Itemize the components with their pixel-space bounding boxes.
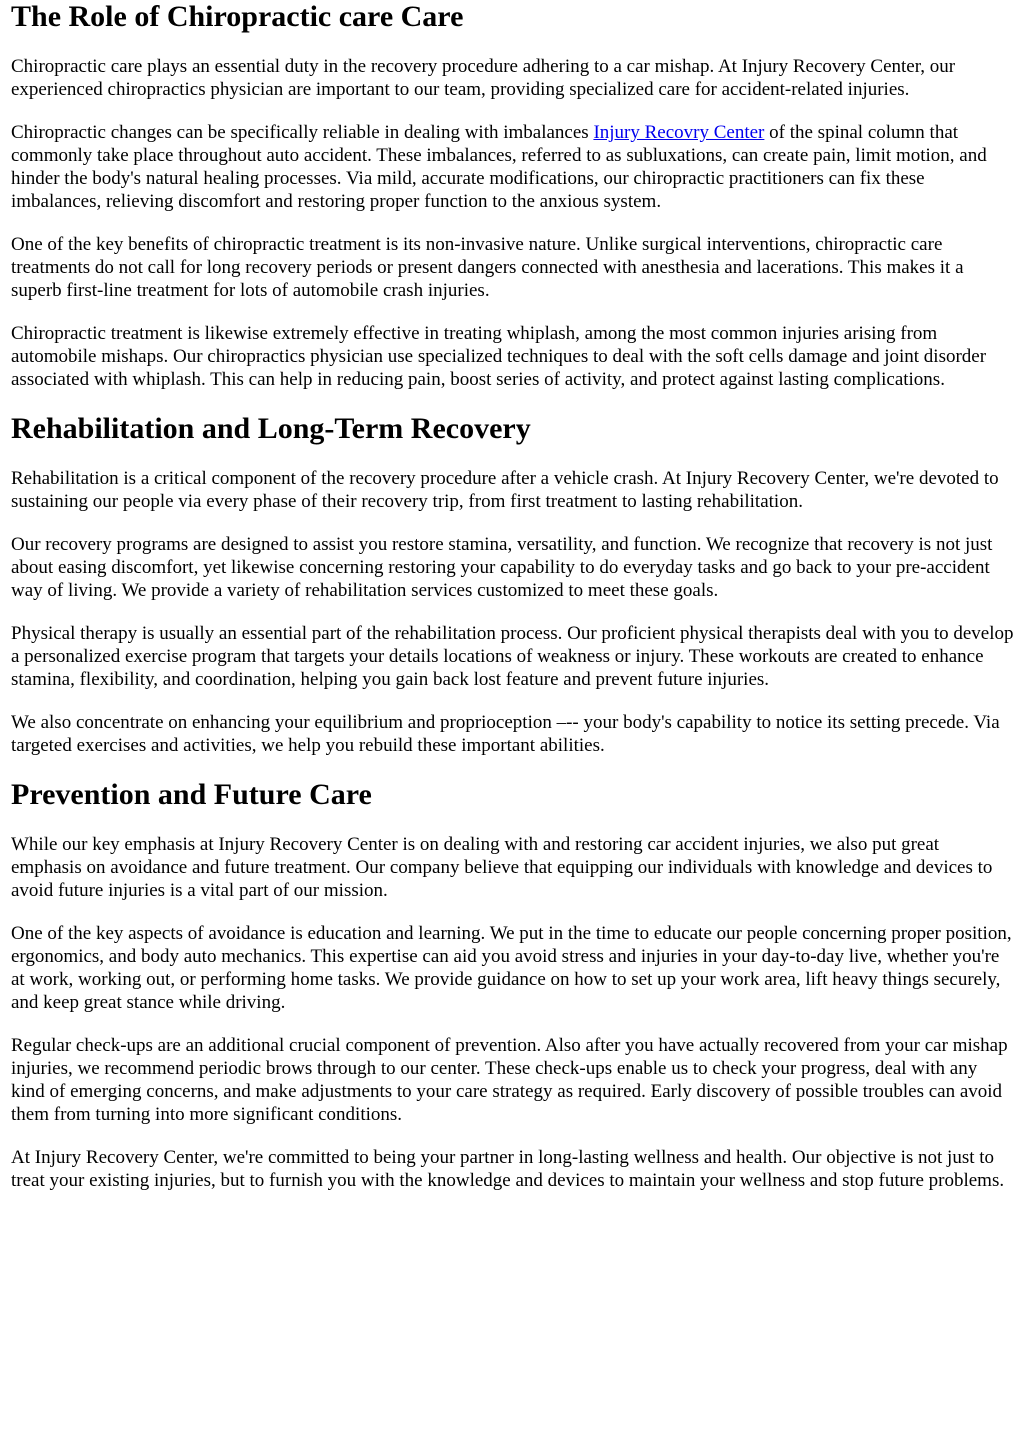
injury-recovery-center-link[interactable]: Injury Recovry Center: [593, 122, 765, 143]
section-heading-chiropractic: The Role of Chiropractic care Care: [11, 0, 464, 33]
paragraph: One of the key aspects of avoidance is education and learning. We put in the time to educate our people concerning proper position, ergonomics, and body auto mechanics. This expertise can aid you avoid stress and injuries in your day-to-day live, whether you're at work, working out, or performing home tasks. We provide guidance on how to set up your work area, lift heavy things securely, and keep great stance while driving.: [11, 923, 1012, 1013]
paragraph-text: Chiropractic changes can be specifically reliable in dealing with imbalances: [11, 122, 594, 143]
paragraph: Physical therapy is usually an essential part of the rehabilitation process. Our proficient physical therapists deal with you to develop a personalized exercise program that targets your details locations of weakness or injury. These workouts are created to enhance stamina, flexibility, and coordination, helping you gain back lost feature and prevent future injuries.: [11, 623, 1014, 690]
paragraph: One of the key benefits of chiropractic treatment is its non-invasive nature. Unlike surgical interventions, chiropractic care treatments do not call for long recovery periods or present dangers connected with anesthesia and lacerations. This makes it a superb first-line treatment for lots of automobile crash injuries.: [11, 234, 964, 301]
paragraph: At Injury Recovery Center, we're committed to being your partner in long-lasting wellness and health. Our objective is not just to treat your existing injuries, but to furnish you with the knowledge and devices to maintain your wellness and stop future problems.: [11, 1147, 1005, 1191]
paragraph-text: of the spinal column that commonly take place throughout auto accident. These imbalances, referred to as subluxations, can create pain, limit motion, and hinder the body's natural healing processes. Via mild, accurate modifications, our chiropractic practitioners can fix these imbalances, relieving discomfort and restoring proper function to the anxious system.: [11, 122, 987, 212]
paragraph-with-link: [11, 121, 1014, 213]
paragraph: We also concentrate on enhancing your equilibrium and proprioception –-- your body's capability to notice its setting precede. Via targeted exercises and activities, we help you rebuild these important abilities.: [11, 712, 1000, 756]
section-heading-prevention: Prevention and Future Care: [11, 778, 372, 811]
paragraph: Chiropractic treatment is likewise extremely effective in treating whiplash, among the most common injuries arising from automobile mishaps. Our chiropractics physician use specialized techniques to deal with the soft cells damage and joint disorder associated with whiplash. This can help in reducing pain, boost series of activity, and protect against lasting complications.: [11, 323, 987, 390]
paragraph: Rehabilitation is a critical component of the recovery procedure after a vehicle crash. At Injury Recovery Center, we're devoted to sustaining our people via every phase of their recovery trip, from first treatment to lasting rehabilitation.: [11, 468, 999, 512]
section-heading-rehabilitation: Rehabilitation and Long-Term Recovery: [11, 412, 531, 445]
paragraph: Our recovery programs are designed to assist you restore stamina, versatility, and function. We recognize that recovery is not just about easing discomfort, yet likewise concerning restoring your capability to do everyday tasks and go back to your pre-accident way of living. We provide a variety of rehabilitation services customized to meet these goals.: [11, 534, 993, 601]
paragraph: While our key emphasis at Injury Recovery Center is on dealing with and restoring car accident injuries, we also put great emphasis on avoidance and future treatment. Our company believe that equipping our individuals with knowledge and devices to avoid future injuries is a vital part of our mission.: [11, 834, 993, 901]
paragraph: Chiropractic care plays an essential duty in the recovery procedure adhering to a car mishap. At Injury Recovery Center, our experienced chiropractics physician are important to our team, providing specialized care for accident-related injuries.: [11, 56, 956, 100]
paragraph: Regular check-ups are an additional crucial component of prevention. Also after you have actually recovered from your car mishap injuries, we recommend periodic brows through to our center. These check-ups enable us to check your progress, deal with any kind of emerging concerns, and make adjustments to your care strategy as required. Early discovery of possible troubles can avoid them from turning into more significant conditions.: [11, 1035, 1008, 1125]
